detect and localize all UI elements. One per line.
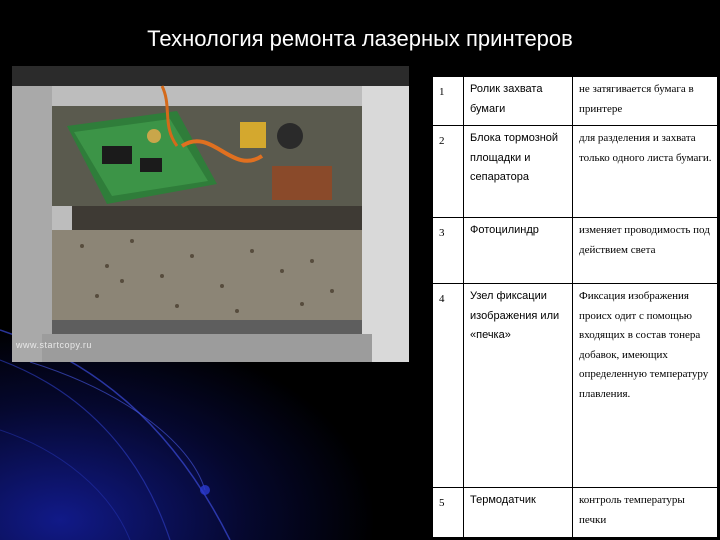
table-row — [433, 488, 718, 538]
component-name: Блока тормозной площадки и сепаратора — [464, 126, 573, 218]
component-description: контроль температуры печки — [573, 488, 718, 538]
component-description: не затягивается бумага в принтере — [573, 77, 718, 126]
table-row — [433, 284, 718, 488]
printer-illustration — [12, 66, 409, 362]
table-row — [433, 126, 718, 218]
slide-title: Технология ремонта лазерных принтеров — [147, 26, 573, 51]
row-number: 3 — [433, 218, 464, 284]
row-number: 1 — [433, 77, 464, 126]
component-name: Фотоцилиндр — [464, 218, 573, 284]
row-number: 5 — [433, 488, 464, 538]
component-name: Узел фиксации изображения или «печка» — [464, 284, 573, 488]
component-description: для разделения и захвата только одного листа бумаги. — [573, 126, 718, 218]
component-name: Ролик захвата бумаги — [464, 77, 573, 126]
table-row — [433, 218, 718, 284]
component-description: Фиксация изображения происх одит с помощью входящих в состав тонера добавок, имеющих определенную температуру плавления. — [573, 284, 718, 488]
table-row — [433, 77, 718, 126]
photo-watermark: www.startcopy.ru — [16, 340, 92, 350]
row-number: 4 — [433, 284, 464, 488]
component-name: Термодатчик — [464, 488, 573, 538]
component-description: изменяет проводимость под действием света — [573, 218, 718, 284]
components-table — [432, 76, 718, 538]
row-number: 2 — [433, 126, 464, 218]
printer-interior-photo — [12, 66, 409, 362]
